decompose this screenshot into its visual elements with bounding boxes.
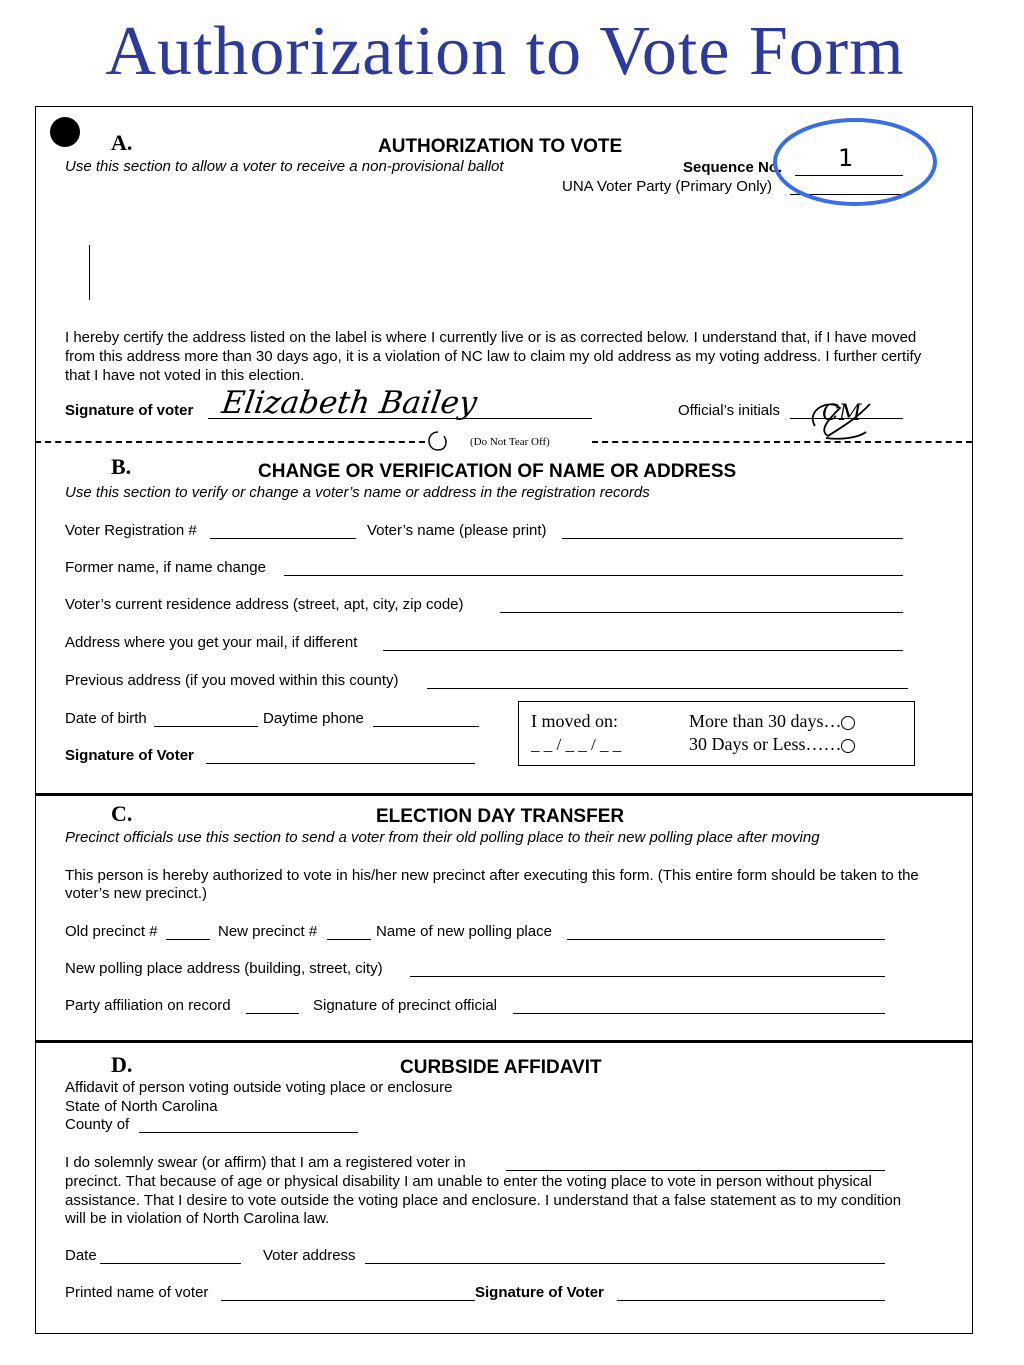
section-a-heading: AUTHORIZATION TO VOTE (378, 136, 623, 157)
old-precinct-label: Old precinct # (65, 923, 158, 940)
official-initials-value: CM (822, 401, 862, 426)
more-than-30-days-option[interactable] (689, 711, 855, 732)
previous-address-field[interactable] (427, 688, 908, 689)
more-than-30-days-radio[interactable] (841, 716, 855, 730)
certify-text: I hereby certify the address listed on the label is where I currently live or is as corrected below. I understand that, if I have moved from this address more than 30 days ago, it is a violation of NC law to claim my old address as my voting address. I further certify that I have not voted in this election. (65, 329, 922, 384)
residence-address-field[interactable] (500, 612, 903, 613)
swear-lead: I do solemnly swear (or affirm) that I am a registered voter in (65, 1154, 466, 1171)
voter-signature-label: Signature of voter (65, 402, 194, 419)
section-c-heading: ELECTION DAY TRANSFER (376, 806, 625, 827)
registration-number-label: Voter Registration # (65, 522, 197, 539)
registration-number-field[interactable] (210, 538, 356, 539)
printed-name-label: Printed name of voter (65, 1284, 209, 1301)
date-of-birth-label: Date of birth (65, 710, 147, 727)
section-b-heading: CHANGE OR VERIFICATION OF NAME OR ADDRESS (258, 461, 737, 482)
section-divider-c (35, 793, 973, 796)
previous-address-label: Previous address (if you moved within this county) (65, 672, 399, 689)
tear-hook (424, 430, 454, 454)
section-d-letter: D. (111, 1052, 133, 1077)
official-initials-label: Official’s initials (678, 402, 780, 419)
new-precinct-label: New precinct # (218, 923, 318, 940)
section-b-signature-label: Signature of Voter (65, 747, 194, 764)
voter-address-label: Voter address (263, 1247, 356, 1264)
precinct-official-signature-field[interactable] (513, 1013, 885, 1014)
voter-signature-value: Elizabeth Bailey (219, 385, 480, 421)
section-d-signature-label: Signature of Voter (475, 1284, 604, 1301)
highlight-circle (770, 115, 940, 210)
polling-place-name-field[interactable] (567, 939, 885, 940)
residence-address-label: Voter’s current residence address (street, apt, city, zip code) (65, 596, 464, 613)
30-days-or-less-option[interactable] (689, 734, 855, 755)
voter-name-field[interactable] (562, 538, 903, 539)
affidavit-line-2: State of North Carolina (65, 1098, 218, 1115)
authorized-text: This person is hereby authorized to vote in his/her new precinct after executing this form. (This entire form should be taken to the voter’s new precinct.) (65, 867, 919, 902)
printed-name-field[interactable] (221, 1300, 475, 1301)
affidavit-date-field[interactable] (100, 1263, 241, 1264)
section-a-letter: A. (111, 130, 133, 155)
section-b-letter: B. (111, 454, 132, 479)
voter-address-field[interactable] (365, 1263, 885, 1264)
30-days-or-less-radio[interactable] (841, 739, 855, 753)
moved-label: I moved on: (531, 711, 618, 731)
sequence-value: 1 (838, 144, 854, 172)
former-name-field[interactable] (284, 575, 903, 576)
polling-place-address-label: New polling place address (building, street, city) (65, 960, 383, 977)
section-c-letter: C. (111, 801, 133, 826)
section-b-instruction: Use this section to verify or change a voter’s name or address in the registration records (65, 484, 650, 501)
section-a-instruction: Use this section to allow a voter to receive a non-provisional ballot (65, 158, 504, 175)
section-d-signature-field[interactable] (617, 1300, 885, 1301)
sequence-label: Sequence No. (683, 159, 783, 176)
old-precinct-field[interactable] (166, 939, 210, 940)
section-a-bullet (50, 117, 80, 147)
precinct-official-signature-label: Signature of precinct official (313, 997, 497, 1014)
affidavit-date-label: Date (65, 1247, 97, 1264)
30-days-or-less-label: 30 Days or Less…… (689, 734, 842, 754)
mail-address-label: Address where you get your mail, if different (65, 634, 358, 651)
tear-line-right (592, 441, 972, 443)
section-divider-d (35, 1040, 973, 1043)
tear-label: (Do Not Tear Off) (470, 436, 550, 448)
section-d-heading: CURBSIDE AFFIDAVIT (400, 1057, 602, 1078)
former-name-label: Former name, if name change (65, 559, 266, 576)
section-c-instruction: Precinct officials use this section to send a voter from their old polling place to their new polling place after moving (65, 829, 820, 846)
date-of-birth-field[interactable] (154, 726, 258, 727)
voter-name-label: Voter’s name (please print) (367, 522, 547, 539)
moved-date-field[interactable]: _ _ / _ _ / _ _ (531, 735, 622, 754)
daytime-phone-field[interactable] (373, 726, 479, 727)
section-b-signature-field[interactable] (206, 763, 475, 764)
county-label: County of (65, 1116, 130, 1133)
new-precinct-field[interactable] (327, 939, 371, 940)
affidavit-line-1: Affidavit of person voting outside voting place or enclosure (65, 1079, 453, 1096)
margin-mark (89, 245, 90, 300)
party-affiliation-label: Party affiliation on record (65, 997, 231, 1014)
more-than-30-days-label: More than 30 days… (689, 711, 842, 731)
polling-place-address-field[interactable] (410, 976, 885, 977)
page-title: Authorization to Vote Form (105, 13, 905, 90)
party-affiliation-field[interactable] (246, 1013, 299, 1014)
tear-line-left (35, 441, 425, 443)
county-field[interactable] (139, 1132, 358, 1133)
daytime-phone-label: Daytime phone (263, 710, 364, 727)
swear-body: precinct. That because of age or physical disability I am unable to enter the voting place to vote in person without physical assistance. That I desire to vote outside the voting place and enclosure. I understand that a false statement as to my condition will be in violation of North Carolina law. (65, 1173, 902, 1227)
mail-address-field[interactable] (383, 650, 903, 651)
una-party-label: UNA Voter Party (Primary Only) (562, 178, 773, 195)
precinct-field[interactable] (506, 1170, 885, 1171)
polling-place-name-label: Name of new polling place (376, 923, 552, 940)
